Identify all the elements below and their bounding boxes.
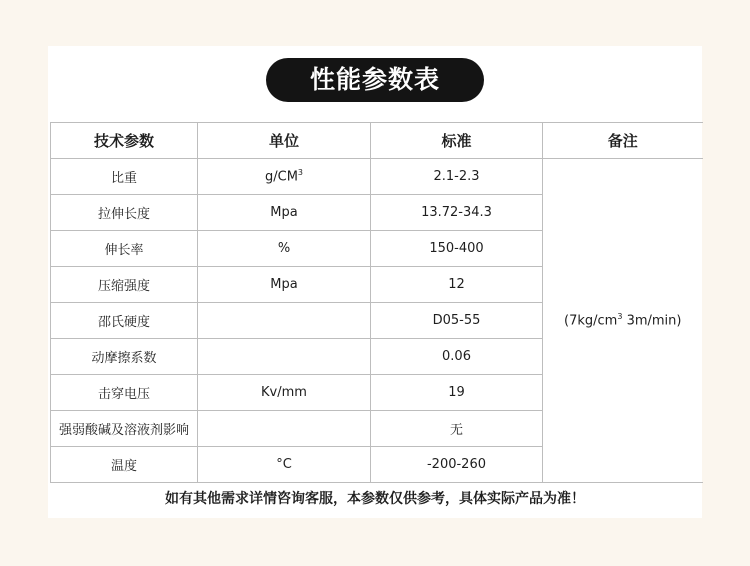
param-cell: 温度 (51, 447, 198, 483)
note-base: (7kg/cm (564, 313, 618, 329)
note-tail: 3m/min) (622, 313, 682, 329)
unit-cell: % (198, 231, 371, 267)
standard-cell: 2.1-2.3 (371, 159, 543, 195)
unit-cell: Kv/mm (198, 375, 371, 411)
spec-card (48, 46, 702, 518)
header-param: 技术参数 (51, 123, 198, 159)
header-unit: 单位 (198, 123, 371, 159)
unit-cell (198, 159, 371, 195)
table-row (51, 159, 703, 195)
param-cell: 强弱酸碱及溶液剂影响 (51, 411, 198, 447)
param-cell: 伸长率 (51, 231, 198, 267)
table-header-row (51, 123, 703, 159)
param-cell: 压缩强度 (51, 267, 198, 303)
unit-cell (198, 339, 371, 375)
unit-cell: Mpa (198, 267, 371, 303)
note-cell (543, 159, 703, 483)
header-standard: 标准 (371, 123, 543, 159)
standard-cell: 12 (371, 267, 543, 303)
unit-superscript: 3 (297, 168, 304, 178)
spec-table (50, 122, 703, 483)
unit-cell (198, 411, 371, 447)
header-note: 备注 (543, 123, 703, 159)
standard-cell: D05-55 (371, 303, 543, 339)
standard-cell: -200-260 (371, 447, 543, 483)
footer-disclaimer: 如有其他需求详情咨询客服，本参数仅供参考，具体实际产品为准！ (165, 491, 585, 507)
standard-cell: 无 (371, 411, 543, 447)
unit-cell (198, 303, 371, 339)
param-cell: 击穿电压 (51, 375, 198, 411)
page-title: 性能参数表 (266, 58, 484, 102)
param-cell: 拉伸长度 (51, 195, 198, 231)
standard-cell: 150-400 (371, 231, 543, 267)
note-superscript: 3 (617, 312, 623, 322)
standard-cell: 13.72-34.3 (371, 195, 543, 231)
param-cell: 比重 (51, 159, 198, 195)
unit-cell: °C (198, 447, 371, 483)
unit-base: g/CM (264, 169, 298, 185)
unit-cell: Mpa (198, 195, 371, 231)
standard-cell: 0.06 (371, 339, 543, 375)
param-cell: 邵氏硬度 (51, 303, 198, 339)
param-cell: 动摩擦系数 (51, 339, 198, 375)
standard-cell: 19 (371, 375, 543, 411)
